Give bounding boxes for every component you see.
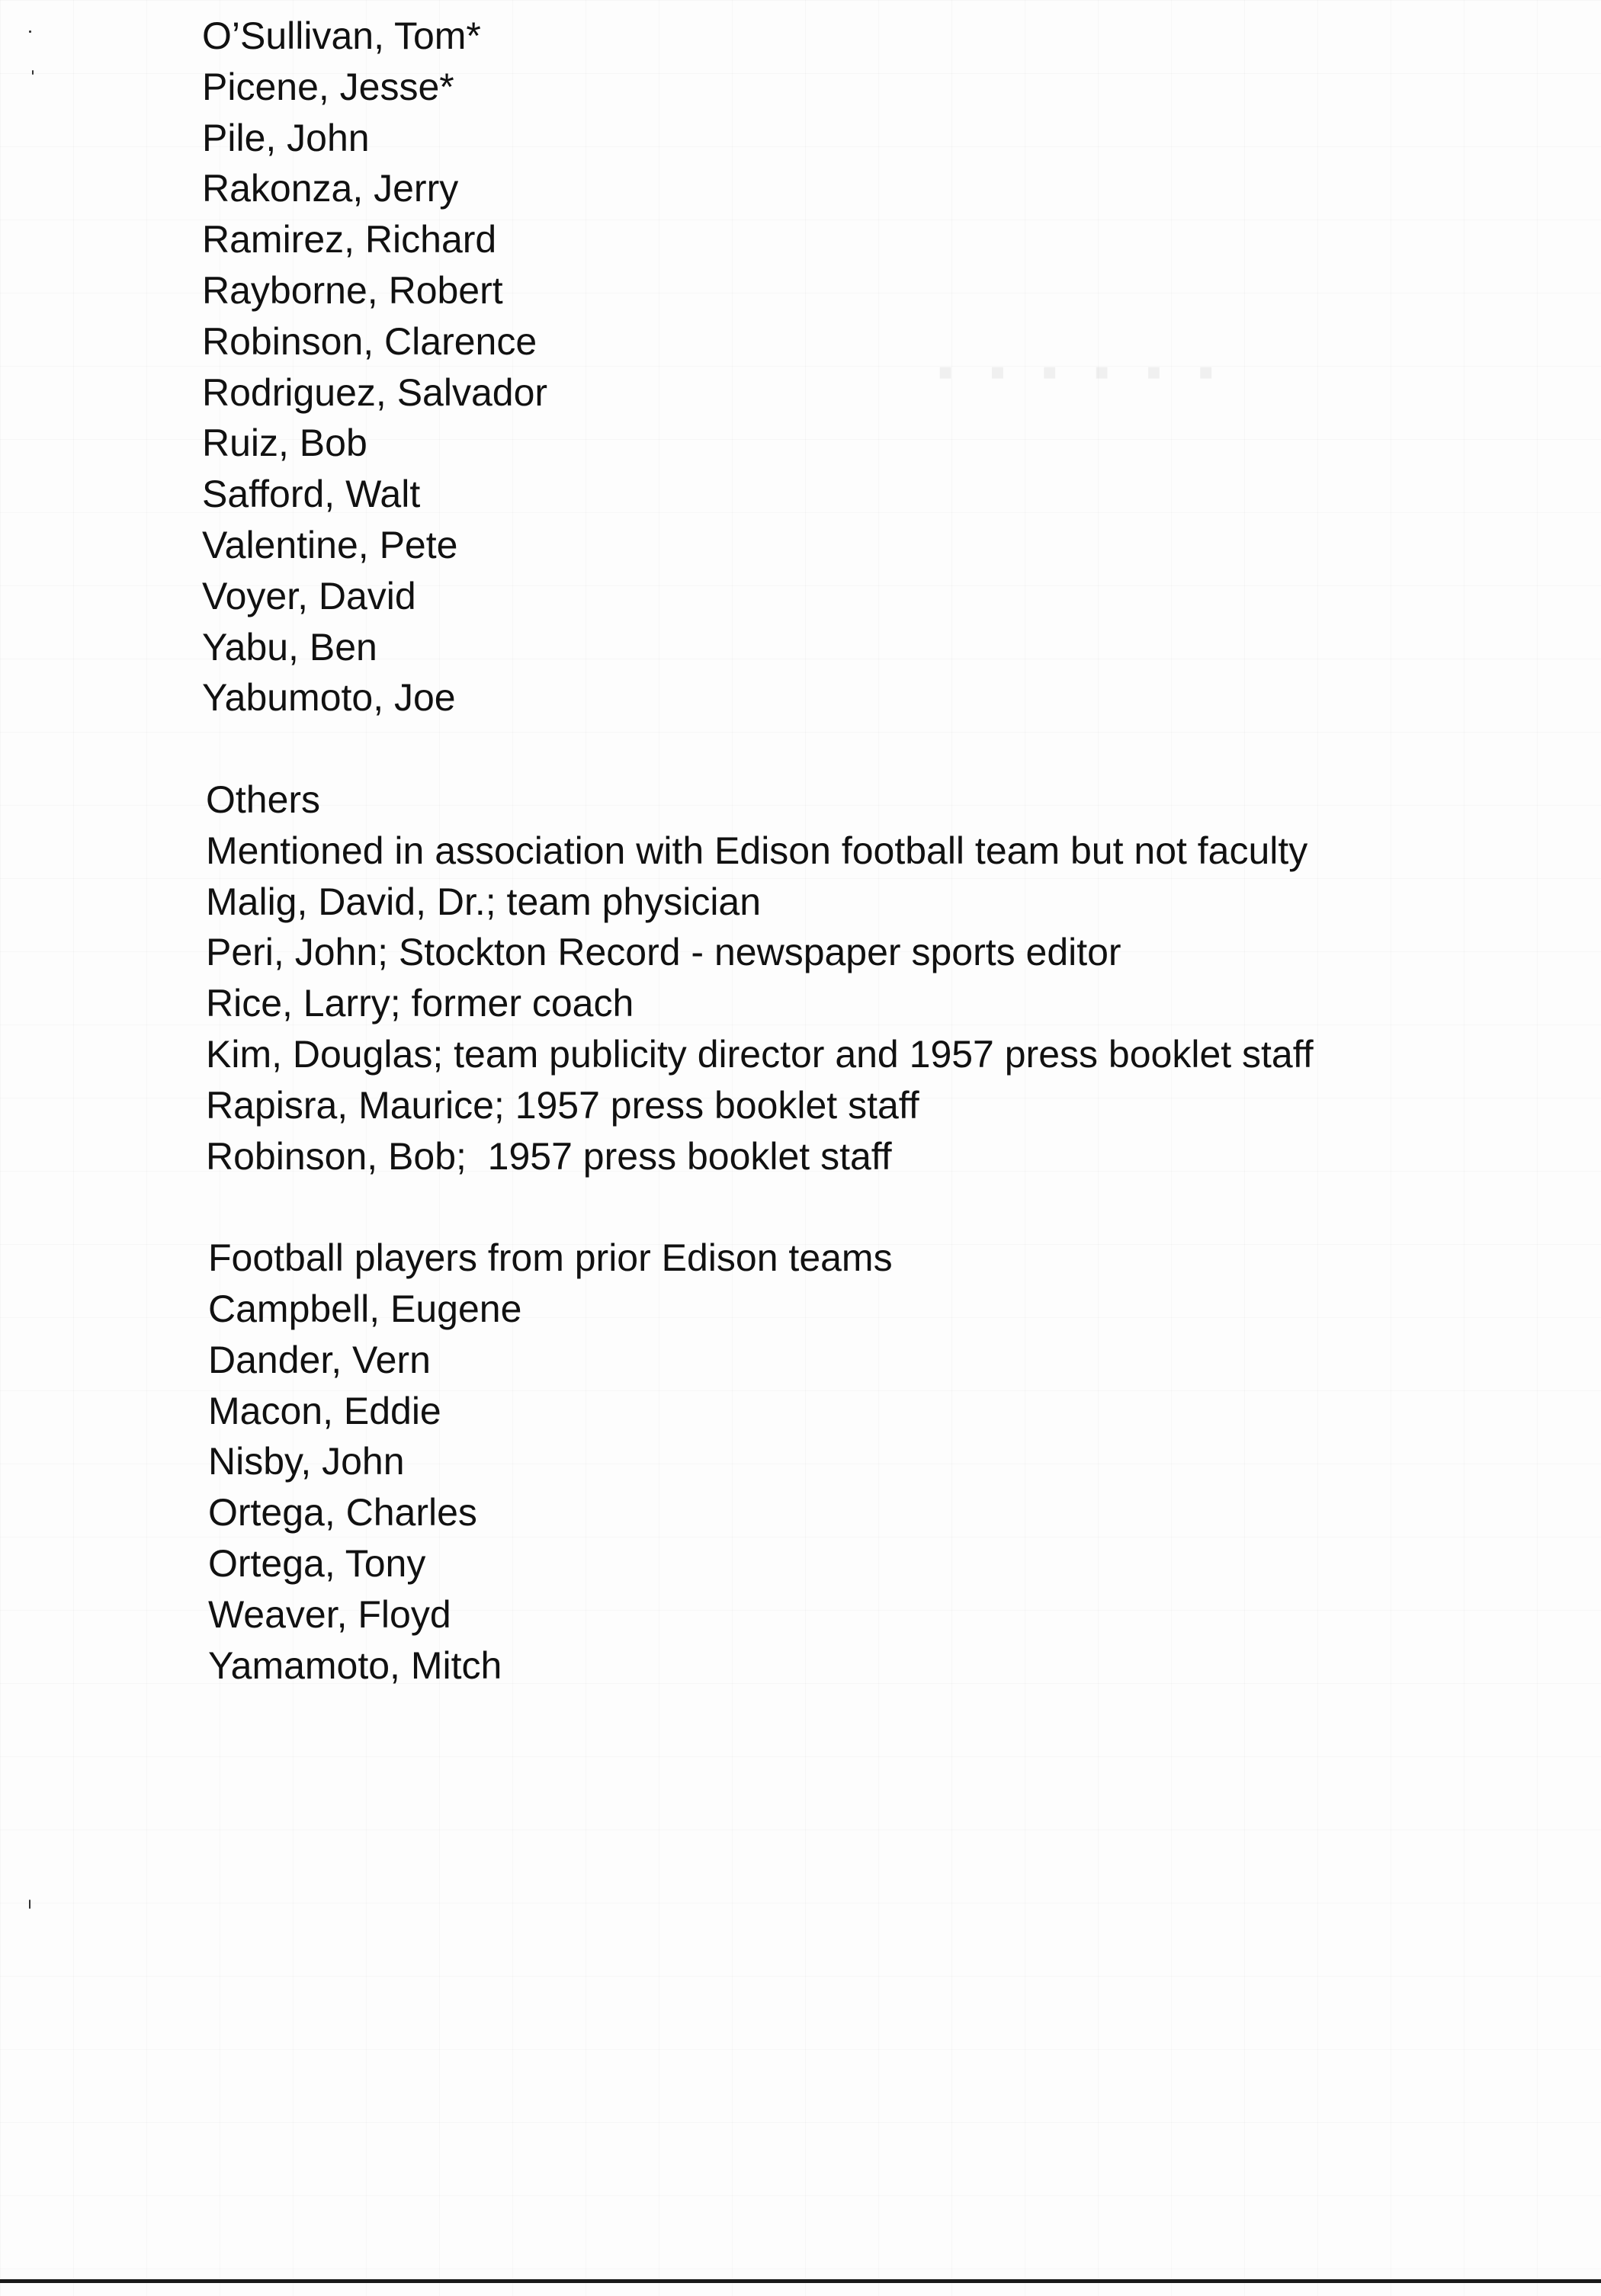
list-item: Rakonza, Jerry <box>202 167 459 210</box>
list-item: Yabu, Ben <box>202 625 377 669</box>
section-others <box>206 774 1574 1182</box>
list-item: Peri, John; Stockton Record - newspaper sports editor <box>206 931 1121 974</box>
list-item: Malig, David, Dr.; team physician <box>206 880 762 923</box>
section-heading: Others <box>206 778 321 821</box>
section-names <box>202 11 1574 723</box>
list-item: Rodriguez, Salvador <box>202 370 548 414</box>
list-item: Rayborne, Robert <box>202 268 503 312</box>
scan-speck <box>29 1900 30 1909</box>
list-item: Valentine, Pete <box>202 523 458 566</box>
list-item: Ortega, Charles <box>208 1491 477 1534</box>
bleed-through-marks: ▪▪▪▪▪▪ <box>938 358 1250 385</box>
list-item: Rapisra, Maurice; 1957 press booklet staff <box>206 1083 919 1127</box>
list-item: O’Sullivan, Tom* <box>202 14 481 57</box>
list-item: Robinson, Clarence <box>202 319 537 363</box>
list-item: Pile, John <box>202 116 370 159</box>
list-item: Campbell, Eugene <box>208 1287 522 1330</box>
list-item: Macon, Eddie <box>208 1389 441 1432</box>
bottom-edge-rule <box>0 2279 1601 2283</box>
list-item: Rice, Larry; former coach <box>206 982 634 1025</box>
section-heading: Football players from prior Edison teams <box>208 1236 893 1280</box>
list-item: Ortega, Tony <box>208 1541 426 1585</box>
list-item: Robinson, Bob; 1957 press booklet staff <box>206 1134 892 1178</box>
list-item: Mentioned in association with Edison football team but not faculty <box>206 829 1308 872</box>
blank-line <box>202 1182 1574 1233</box>
list-item: Dander, Vern <box>208 1338 431 1381</box>
scan-speck <box>29 30 31 33</box>
list-item: Safford, Walt <box>202 473 421 516</box>
list-item: Weaver, Floyd <box>208 1592 451 1636</box>
list-item: Kim, Douglas; team publicity director and 1957 press booklet staff <box>206 1032 1314 1076</box>
list-item: Ruiz, Bob <box>202 422 367 465</box>
scan-speck <box>32 70 34 75</box>
list-item: Voyer, David <box>202 574 416 617</box>
section-prior-players <box>208 1233 1574 1691</box>
name-list <box>202 11 1574 1691</box>
blank-line <box>202 723 1574 774</box>
list-item: Yabumoto, Joe <box>202 676 456 720</box>
list-item: Nisby, John <box>208 1440 405 1483</box>
list-item: Ramirez, Richard <box>202 218 497 261</box>
list-item: Picene, Jesse* <box>202 65 454 108</box>
list-item: Yamamoto, Mitch <box>208 1643 502 1687</box>
